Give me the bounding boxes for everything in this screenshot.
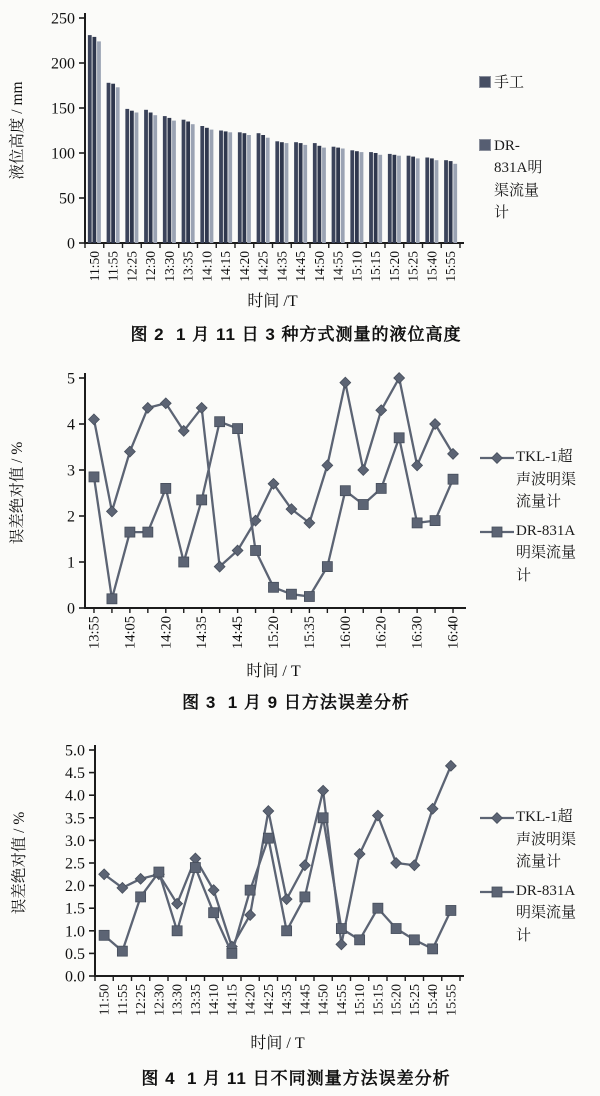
svg-text:14:35: 14:35 — [274, 251, 290, 282]
svg-text:50: 50 — [59, 190, 75, 208]
svg-text:15:40: 15:40 — [426, 984, 442, 1016]
svg-text:13:35: 13:35 — [180, 251, 196, 282]
svg-text:14:35: 14:35 — [280, 984, 296, 1016]
svg-text:4: 4 — [67, 416, 75, 434]
legend-label: DR-831A明渠流量计 — [516, 882, 577, 944]
svg-text:11:55: 11:55 — [115, 984, 131, 1016]
svg-text:14:35: 14:35 — [194, 616, 211, 650]
svg-text:15:35: 15:35 — [301, 616, 318, 650]
svg-text:时间 /T: 时间 /T — [247, 293, 298, 310]
svg-text:3: 3 — [67, 462, 75, 480]
svg-text:误差绝对值 / %: 误差绝对值 / % — [11, 811, 28, 915]
svg-text:5: 5 — [67, 370, 75, 388]
svg-text:15:25: 15:25 — [405, 251, 421, 282]
svg-text:14:25: 14:25 — [255, 251, 271, 282]
svg-text:15:55: 15:55 — [443, 251, 459, 282]
svg-text:0.5: 0.5 — [65, 945, 85, 963]
svg-text:0.0: 0.0 — [65, 968, 85, 986]
svg-text:14:45: 14:45 — [230, 616, 247, 650]
svg-text:14:45: 14:45 — [293, 251, 309, 282]
svg-text:11:50: 11:50 — [97, 984, 113, 1016]
svg-text:14:05: 14:05 — [122, 616, 139, 650]
line-chart-error-jan11 — [0, 730, 480, 1062]
legend-entry-tkl1 — [480, 806, 600, 874]
line-chart-error-jan9 — [0, 358, 480, 688]
svg-text:16:30: 16:30 — [409, 616, 426, 650]
svg-text:15:15: 15:15 — [371, 984, 387, 1016]
svg-text:2: 2 — [67, 508, 75, 526]
svg-text:14:45: 14:45 — [298, 984, 314, 1016]
svg-text:14:10: 14:10 — [199, 251, 215, 282]
svg-text:2.0: 2.0 — [65, 878, 85, 896]
svg-text:时间 / T: 时间 / T — [250, 1035, 305, 1052]
svg-text:15:20: 15:20 — [266, 616, 282, 650]
svg-text:150: 150 — [51, 100, 75, 118]
svg-text:15:20: 15:20 — [386, 251, 402, 282]
legend-swatch-icon — [480, 77, 490, 87]
svg-text:15:40: 15:40 — [424, 251, 440, 282]
svg-text:2.5: 2.5 — [65, 855, 85, 873]
svg-text:14:55: 14:55 — [330, 251, 346, 282]
legend-label: 手工 — [494, 75, 525, 91]
figure-2-legend — [480, 6, 600, 225]
svg-text:12:25: 12:25 — [134, 984, 150, 1016]
figure-4-legend — [480, 730, 600, 947]
square-marker-icon — [480, 886, 514, 898]
svg-text:14:20: 14:20 — [243, 984, 259, 1016]
svg-text:12:30: 12:30 — [152, 984, 168, 1016]
bar-chart-liquid-level — [0, 6, 480, 318]
svg-text:13:35: 13:35 — [188, 984, 204, 1016]
legend-entry-dr831a — [480, 520, 600, 588]
svg-text:13:30: 13:30 — [170, 984, 186, 1016]
figure-2-caption: 图 2 1 月 11 日 3 种方式测量的液位高度 — [130, 325, 462, 344]
legend-label: DR-831A明渠流量计 — [494, 137, 543, 221]
svg-text:1: 1 — [67, 554, 75, 572]
svg-text:13:55: 13:55 — [86, 616, 103, 650]
svg-text:15:25: 15:25 — [407, 984, 423, 1016]
svg-text:13:30: 13:30 — [161, 251, 177, 282]
svg-text:15:55: 15:55 — [444, 984, 460, 1016]
svg-text:5.0: 5.0 — [65, 742, 85, 760]
svg-text:14:50: 14:50 — [316, 984, 332, 1016]
figure-3-legend — [480, 358, 600, 587]
legend-entry-manual — [480, 72, 600, 95]
svg-text:11:50: 11:50 — [86, 251, 102, 282]
svg-text:14:55: 14:55 — [334, 984, 350, 1016]
svg-text:16:40: 16:40 — [445, 616, 462, 650]
legend-label: TKL-1超声波明渠流量计 — [516, 809, 577, 870]
svg-text:14:20: 14:20 — [158, 616, 175, 650]
svg-text:15:10: 15:10 — [349, 251, 365, 282]
figure-3-error-line-chart — [0, 358, 600, 713]
svg-text:16:20: 16:20 — [373, 616, 390, 650]
svg-text:3.5: 3.5 — [65, 810, 85, 828]
svg-text:4.5: 4.5 — [65, 765, 85, 783]
svg-text:200: 200 — [51, 55, 75, 73]
svg-text:14:20: 14:20 — [236, 251, 252, 282]
square-marker-icon — [480, 526, 514, 538]
svg-text:14:15: 14:15 — [225, 984, 241, 1016]
svg-text:0: 0 — [67, 600, 75, 618]
svg-text:12:25: 12:25 — [124, 251, 140, 282]
svg-text:液位高度 / mm: 液位高度 / mm — [9, 81, 26, 180]
legend-entry-tkl1 — [480, 446, 600, 514]
svg-text:1.0: 1.0 — [65, 923, 85, 941]
svg-text:15:10: 15:10 — [353, 984, 369, 1016]
svg-text:250: 250 — [51, 10, 75, 28]
legend-entry-dr831a — [480, 880, 600, 948]
diamond-marker-icon — [480, 812, 514, 824]
svg-text:0: 0 — [67, 235, 75, 253]
svg-text:14:15: 14:15 — [218, 251, 234, 282]
svg-text:误差绝对值 / %: 误差绝对值 / % — [9, 441, 26, 545]
legend-entry-dr831a — [480, 135, 600, 225]
figure-4-caption: 图 4 1 月 11 日不同测量方法误差分析 — [141, 1069, 451, 1088]
svg-text:14:50: 14:50 — [311, 251, 327, 282]
svg-text:11:55: 11:55 — [105, 251, 121, 282]
svg-text:15:20: 15:20 — [389, 984, 405, 1016]
figure-2-liquid-level-bar-chart — [0, 6, 600, 345]
svg-text:14:25: 14:25 — [261, 984, 277, 1016]
svg-text:时间 / T: 时间 / T — [246, 663, 301, 680]
svg-text:15:15: 15:15 — [368, 251, 384, 282]
svg-text:100: 100 — [51, 145, 75, 163]
legend-swatch-icon — [480, 140, 490, 150]
legend-label: DR-831A明渠流量计 — [516, 522, 577, 584]
svg-text:14:10: 14:10 — [207, 984, 223, 1016]
figure-4-error-line-chart — [0, 730, 600, 1089]
svg-text:16:00: 16:00 — [337, 616, 354, 650]
diamond-marker-icon — [480, 452, 514, 464]
svg-text:1.5: 1.5 — [65, 900, 85, 918]
svg-text:4.0: 4.0 — [65, 787, 85, 805]
svg-text:12:30: 12:30 — [143, 251, 159, 282]
svg-text:3.0: 3.0 — [65, 832, 85, 850]
legend-label: TKL-1超声波明渠流量计 — [516, 449, 577, 510]
figure-3-caption: 图 3 1 月 9 日方法误差分析 — [182, 693, 410, 712]
